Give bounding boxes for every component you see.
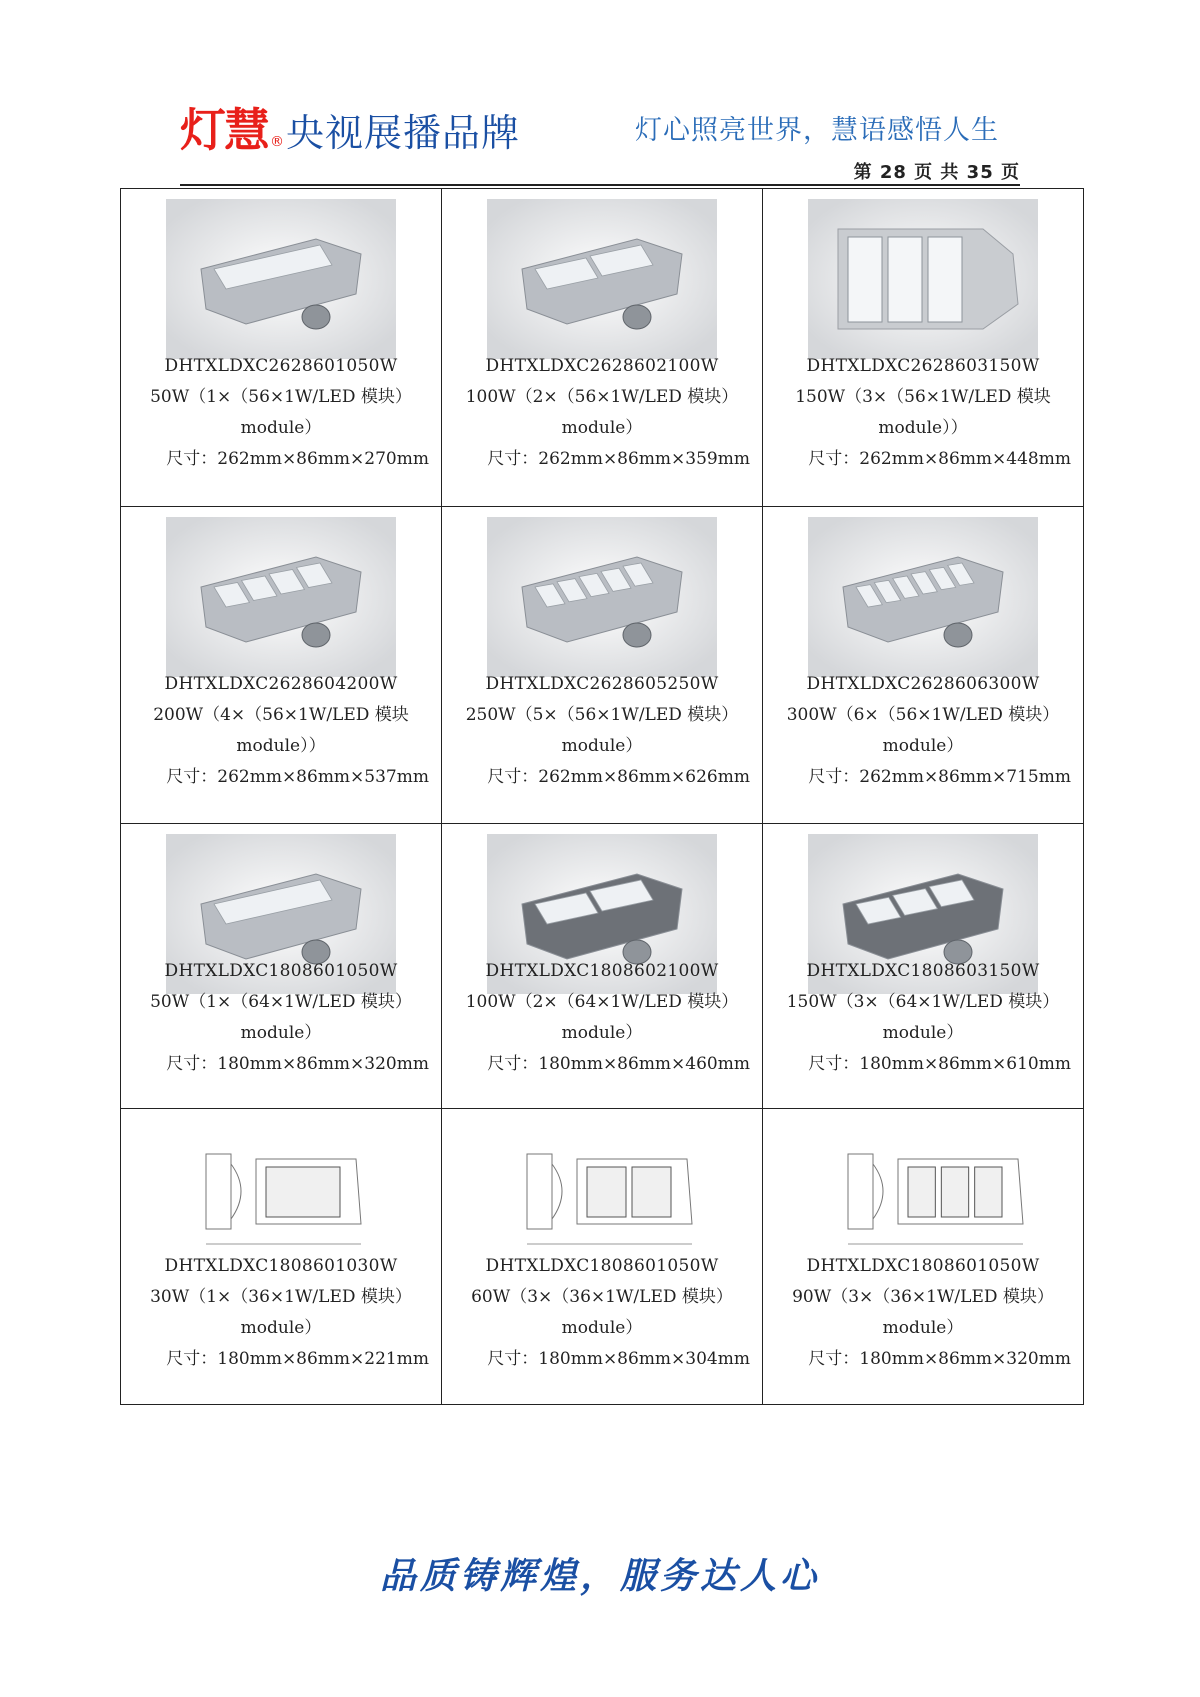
product-info: [442, 351, 762, 475]
led-module: [587, 1167, 626, 1217]
product-model: DHTXLDXC2628605250W: [485, 673, 719, 694]
led-module: [928, 237, 962, 322]
led-module: [941, 1167, 968, 1217]
product-cell: [763, 189, 1084, 507]
product-spec: 100W（2×（64×1W/LED 模块）: [465, 992, 739, 1013]
led-module: [266, 1167, 340, 1217]
table-row: [121, 189, 1084, 507]
product-size: 尺寸：180mm×86mm×460mm: [487, 1054, 750, 1075]
product-info: [763, 351, 1083, 475]
product-size: 尺寸：180mm×86mm×610mm: [808, 1054, 1071, 1075]
registered-mark: ®: [270, 133, 284, 150]
product-model: DHTXLDXC2628603150W: [806, 356, 1040, 376]
product-size: 尺寸：180mm×86mm×320mm: [808, 1349, 1071, 1370]
pole-mount: [302, 623, 330, 647]
product-module: module）: [882, 1318, 964, 1339]
product-model: DHTXLDXC1808603150W: [806, 961, 1040, 982]
product-cell: [442, 1109, 763, 1405]
led-module: [888, 237, 922, 322]
product-info: [763, 669, 1083, 793]
product-spec: 50W（1×（64×1W/LED 模块）: [150, 992, 412, 1013]
product-info: [442, 956, 762, 1080]
heatsink-outline: [552, 1164, 562, 1219]
table-row: [121, 506, 1084, 824]
product-cell: [442, 824, 763, 1109]
led-module: [908, 1167, 935, 1217]
product-model: DHTXLDXC1808601050W: [164, 961, 398, 982]
product-photo: [166, 517, 396, 677]
product-model: DHTXLDXC2628604200W: [164, 673, 398, 694]
product-photo: [487, 199, 717, 359]
pole-mount: [302, 305, 330, 329]
product-info: [121, 1251, 441, 1375]
brand-tagline: 央视展播品牌: [286, 111, 521, 155]
product-spec: 60W（3×（36×1W/LED 模块）: [471, 1287, 733, 1308]
product-module: module）: [561, 1023, 643, 1044]
product-module: module）: [882, 735, 964, 756]
product-size: 尺寸：262mm×86mm×448mm: [808, 449, 1071, 469]
product-model: DHTXLDXC1808601050W: [485, 1256, 719, 1277]
table-row: [121, 824, 1084, 1109]
product-spec: 100W（2×（56×1W/LED 模块）: [465, 387, 739, 407]
led-module: [975, 1167, 1002, 1217]
product-model: DHTXLDXC2628606300W: [806, 673, 1040, 694]
product-cell: [121, 1109, 442, 1405]
product-cell: [121, 824, 442, 1109]
product-cell: [442, 189, 763, 507]
product-spec: 90W（3×（36×1W/LED 模块）: [792, 1287, 1054, 1308]
table-row: [121, 1109, 1084, 1405]
product-table: [120, 188, 1084, 1405]
product-size: 尺寸：262mm×86mm×626mm: [487, 766, 750, 787]
product-spec: 200W（4×（56×1W/LED 模块: [153, 704, 409, 725]
product-model: DHTXLDXC1808601030W: [164, 1256, 398, 1277]
header-slogan: 灯心照亮世界，慧语感悟人生: [635, 115, 999, 146]
product-photo: [487, 517, 717, 677]
footer-slogan: 品质铸辉煌，服务达人心: [379, 1556, 820, 1597]
product-module: module））: [236, 735, 326, 756]
product-cell: [763, 1109, 1084, 1405]
product-cell: [763, 506, 1084, 824]
bracket-outline: [206, 1154, 231, 1229]
pole-mount: [944, 623, 972, 647]
product-size: 尺寸：180mm×86mm×320mm: [166, 1054, 429, 1075]
product-spec: 300W（6×（56×1W/LED 模块）: [786, 704, 1060, 725]
product-spec: 50W（1×（56×1W/LED 模块）: [150, 387, 412, 407]
product-cell: [763, 824, 1084, 1109]
product-cell: [121, 189, 442, 507]
pole-mount: [623, 623, 651, 647]
product-model: DHTXLDXC1808602100W: [485, 961, 719, 982]
brand-logo: [180, 94, 520, 160]
product-model: DHTXLDXC1808601050W: [806, 1256, 1040, 1277]
product-size: 尺寸：262mm×86mm×537mm: [166, 766, 429, 787]
product-info: [442, 669, 762, 793]
product-spec: 150W（3×（64×1W/LED 模块）: [786, 992, 1060, 1013]
product-module: module）: [561, 1318, 643, 1339]
product-size: 尺寸：180mm×86mm×221mm: [166, 1349, 429, 1370]
pole-mount: [623, 305, 651, 329]
product-spec: 250W（5×（56×1W/LED 模块）: [465, 704, 739, 725]
heatsink-outline: [231, 1164, 241, 1219]
product-info: [121, 351, 441, 475]
bracket-outline: [848, 1154, 873, 1229]
header-divider: [180, 184, 1020, 186]
product-model: DHTXLDXC2628602100W: [485, 356, 719, 376]
product-size: 尺寸：262mm×86mm×359mm: [487, 449, 750, 469]
product-info: [763, 1251, 1083, 1375]
product-module: module）: [240, 1318, 322, 1339]
product-module: module））: [878, 418, 968, 438]
product-info: [763, 956, 1083, 1080]
heatsink-outline: [873, 1164, 883, 1219]
product-info: [121, 669, 441, 793]
page-header: [180, 88, 1020, 188]
product-module: module）: [561, 735, 643, 756]
led-module: [848, 237, 882, 322]
product-info: [121, 956, 441, 1080]
product-model: DHTXLDXC2628601050W: [164, 356, 398, 376]
product-size: 尺寸：262mm×86mm×715mm: [808, 766, 1071, 787]
product-module: module）: [240, 1023, 322, 1044]
product-info: [442, 1251, 762, 1375]
product-photo: [166, 199, 396, 359]
product-photo: [808, 199, 1038, 359]
product-spec: 30W（1×（36×1W/LED 模块）: [150, 1287, 412, 1308]
product-cell: [121, 506, 442, 824]
product-photo: [808, 517, 1038, 677]
product-size: 尺寸：180mm×86mm×304mm: [487, 1349, 750, 1370]
product-size: 尺寸：262mm×86mm×270mm: [166, 449, 429, 469]
led-module: [632, 1167, 671, 1217]
product-module: module）: [882, 1023, 964, 1044]
bracket-outline: [527, 1154, 552, 1229]
product-module: module）: [561, 418, 643, 438]
product-module: module）: [240, 418, 322, 438]
brand-name: 灯慧: [180, 103, 268, 157]
page-indicator: 第 28 页 共 35 页: [853, 162, 1020, 183]
product-cell: [442, 506, 763, 824]
product-spec: 150W（3×（56×1W/LED 模块: [795, 387, 1051, 407]
